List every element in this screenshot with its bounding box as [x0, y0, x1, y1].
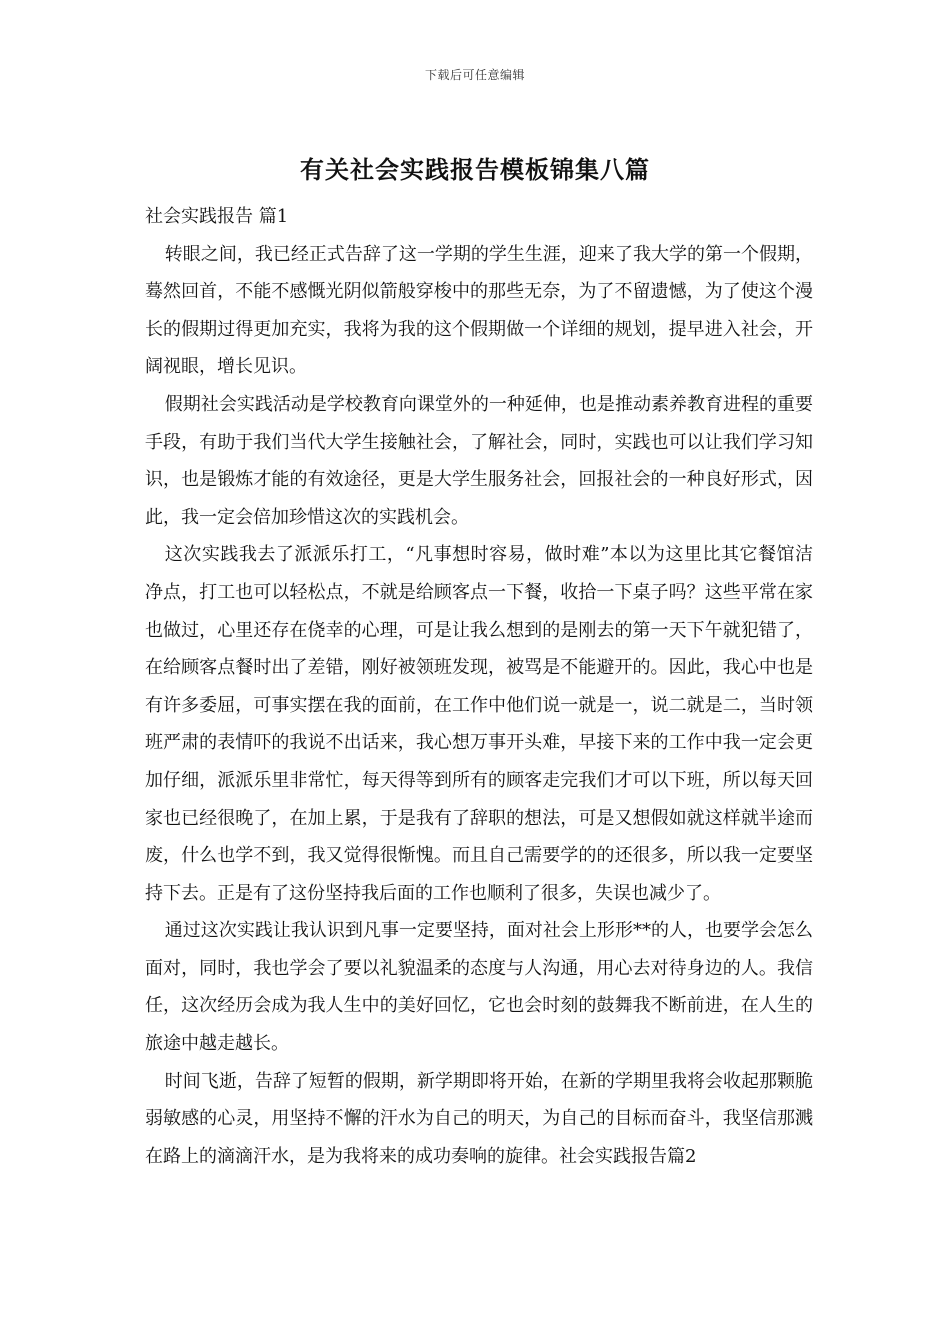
paragraph-1: 转眼之间，我已经正式告辞了这一学期的学生生涯，迎来了我大学的第一个假期，蓦然回首，不能不感慨光阴似箭般穿梭中的那些无奈，为了不留遗憾，为了使这个漫长的假期过得更加充实，我将为我的这个假期做一个详细的规划，提早进入社会，开阔视眼，增长见识。: [145, 243, 813, 378]
paragraph-3: 这次实践我去了派派乐打工，“凡事想时容易，做时难”本以为这里比其它餐馆洁净点，打工也可以轻松点，不就是给顾客点一下餐，收拾一下桌子吗？这些平常在家也做过，心里还存在侥幸的心理，可是让我么想到的是刚去的第一天下午就犯错了，在给顾客点餐时出了差错，刚好被领班发现，被骂是不能避开的。因此，我心中也是有许多委屈，可事实摆在我的面前，在工作中他们说一就是一，说二就是二，当时领班严肃的表情吓的我说不出话来，我心想万事开头难，早接下来的工作中我一定会更加仔细，派派乐里非常忙，每天得等到所有的顾客走完我们才可以下班，所以每天回家也已经很晚了，在加上累，于是我有了辞职的想法，可是又想假如就这样就半途而废，什么也学不到，我又觉得很惭愧。而且自己需要学的的还很多，所以我一定要坚持下去。正是有了这份坚持我后面的工作也顺利了很多，失误也减少了。: [145, 544, 813, 904]
paragraph-2: 假期社会实践活动是学校教育向课堂外的一种延伸，也是推动素养教育进程的重要手段，有助于我们当代大学生接触社会，了解社会，同时，实践也可以让我们学习知识，也是锻炼才能的有效途径，更是大学生服务社会，回报社会的一种良好形式，因此，我一定会倍加珍惜这次的实践机会。: [145, 393, 813, 528]
page-header-note: 下载后可任意编辑: [424, 68, 525, 82]
section-heading: 社会实践报告 篇1: [145, 206, 289, 227]
document-body: [145, 198, 813, 1175]
paragraph-5: 时间飞逝，告辞了短暂的假期，新学期即将开始，在新的学期里我将会收起那颗脆弱敏感的心灵，用坚持不懈的汗水为自己的明天，为自己的目标而奋斗，我坚信那溅在路上的滴滴汗水，是为我将来的成功奏响的旋律。社会实践报告篇2: [145, 1070, 813, 1167]
paragraph-4: 通过这次实践让我认识到凡事一定要坚持，面对社会上形形**的人，也要学会怎么面对，同时，我也学会了要以礼貌温柔的态度与人沟通，用心去对待身边的人。我信任，这次经历会成为我人生中的美好回忆，它也会时刻的鼓舞我不断前进，在人生的旅途中越走越长。: [145, 920, 813, 1055]
document-title: 有关社会实践报告模板锦集八篇: [300, 155, 650, 184]
